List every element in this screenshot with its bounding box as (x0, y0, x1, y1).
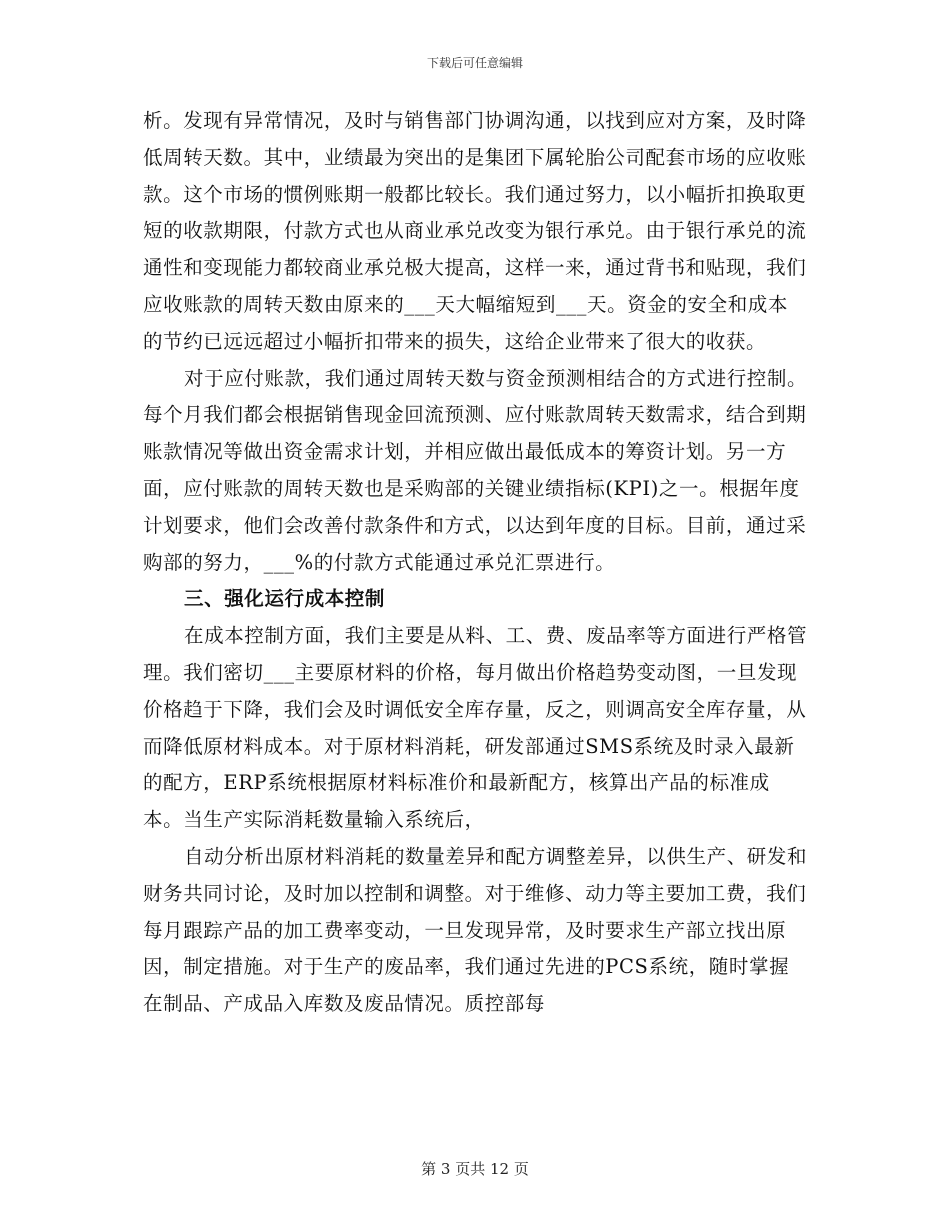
paragraph-4: 自动分析出原材料消耗的数量差异和配方调整差异，以供生产、研发和财务共同讨论，及时加以控制和调整。对于维修、动力等主要加工费，我们每月跟踪产品的加工费率变动，一旦发现异常，及时要求生产部立找出原因，制定措施。对于生产的废品率，我们通过先进的PCS系统，随时掌握在制品、产成品入库数及废品情况。质控部每 (143, 844, 808, 1016)
paragraph-1: 析。发现有异常情况，及时与销售部门协调沟通，以找到应对方案，及时降低周转天数。其中，业绩最为突出的是集团下属轮胎公司配套市场的应收账款。这个市场的惯例账期一般都比较长。我们通过努力，以小幅折扣换取更短的收款期限，付款方式也从商业承兑改变为银行承兑。由于银行承兑的流通性和变现能力都较商业承兑极大提高，这样一来，通过背书和贴现，我们应收账款的周转天数由原来的___天大幅缩短到___天。资金的安全和成本的节约已远远超过小幅折扣带来的损失，这给企业带来了很大的收获。 (143, 109, 807, 353)
page-number: 第 3 页共 12 页 (421, 1160, 529, 1178)
paragraph-2: 对于应付账款，我们通过周转天数与资金预测相结合的方式进行控制。每个月我们都会根据销售现金回流预测、应付账款周转天数需求，结合到期账款情况等做出资金需求计划，并相应做出最低成本的筹资计划。另一方面，应付账款的周转天数也是采购部的关键业绩指标(KPI)之一。根据年度计划要求，他们会改善付款条件和方式，以达到年度的目标。目前，通过采购部的努力，___%的付款方式能通过承兑汇票进行。 (143, 366, 808, 574)
page-header: 下载后可任意编辑 (426, 56, 523, 70)
paragraph-3: 在成本控制方面，我们主要是从料、工、费、废品率等方面进行严格管理。我们密切___主要原材料的价格，每月做出价格趋势变动图，一旦发现价格趋于下降，我们会及时调低安全库存量，反之，则调高安全库存量，从而降低原材料成本。对于原材料消耗，研发部通过SMS系统及时录入最新的配方，ERP系统根据原材料标准价和最新配方，核算出产品的标准成本。当生产实际消耗数量输入系统后， (143, 624, 808, 832)
section-heading: 三、强化运行成本控制 (184, 587, 386, 611)
document-body (143, 103, 808, 1023)
